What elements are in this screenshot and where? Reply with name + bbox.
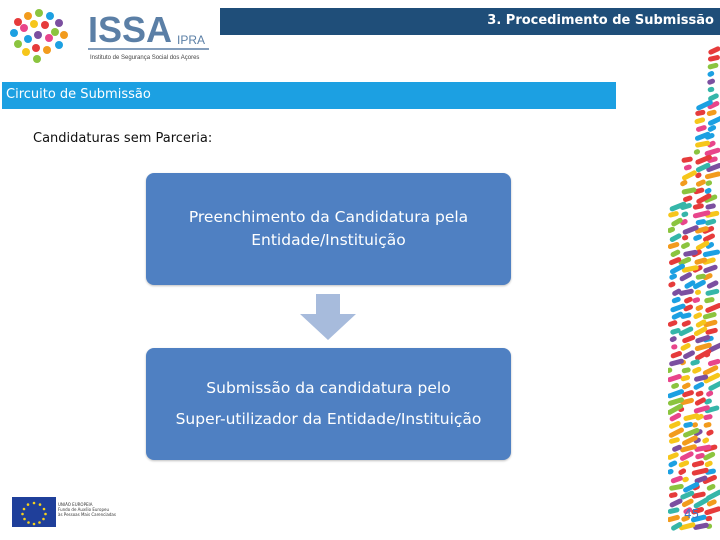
decorative-dash xyxy=(706,483,716,491)
flow-step-submit-application xyxy=(146,348,511,460)
decorative-dash xyxy=(681,334,695,344)
decorative-dash xyxy=(668,437,680,445)
subtitle: Candidaturas sem Parceria: xyxy=(33,131,213,146)
decorative-dash xyxy=(668,367,673,374)
decorative-dash xyxy=(669,498,684,509)
decorative-dash xyxy=(707,358,720,366)
decorative-dash xyxy=(695,154,713,165)
decorative-dash xyxy=(668,507,680,514)
decorative-dash xyxy=(693,234,703,242)
decorative-dash xyxy=(681,169,698,181)
decorative-dash xyxy=(706,280,719,290)
decorative-pattern xyxy=(668,40,720,540)
decorative-dash xyxy=(669,233,682,243)
decorative-dash xyxy=(704,460,714,468)
decorative-dash xyxy=(683,421,694,428)
decorative-dash xyxy=(707,78,716,85)
decorative-dash xyxy=(705,302,720,313)
decorative-dash xyxy=(707,70,715,77)
decorative-dash xyxy=(705,218,717,226)
decorative-dash xyxy=(668,388,685,399)
section-title: Circuito de Submissão xyxy=(6,87,151,102)
decorative-dash xyxy=(683,296,693,304)
decorative-dash xyxy=(695,219,706,226)
flow-step-label: Preenchimento da Candidatura pela Entidade/Instituição xyxy=(188,208,469,249)
decorative-dash xyxy=(703,414,713,421)
decorative-dash xyxy=(683,164,692,171)
decorative-dash xyxy=(693,312,703,320)
decorative-dash xyxy=(680,241,691,250)
decorative-dash xyxy=(695,179,706,188)
decorative-dash xyxy=(668,468,674,475)
decorative-dash xyxy=(692,203,704,210)
decorative-dash xyxy=(681,211,689,218)
decorative-dash xyxy=(682,195,693,203)
decorative-dash xyxy=(669,273,678,281)
eu-fund-text xyxy=(58,502,116,517)
decorative-dash xyxy=(681,319,692,327)
decorative-dash xyxy=(670,350,683,359)
decorative-dash xyxy=(669,484,684,492)
logo-dots-icon xyxy=(10,9,68,63)
decorative-dash xyxy=(668,452,679,461)
arrow-down-icon xyxy=(300,294,356,340)
decorative-dash xyxy=(681,234,688,240)
decorative-dash xyxy=(691,366,702,374)
decorative-dash xyxy=(695,109,706,116)
decorative-dash xyxy=(668,514,680,522)
flow-step-label: Submissão da candidatura pelo Super-utilizador da Entidade/Instituição xyxy=(175,379,482,428)
issa-ipra-logo xyxy=(4,4,224,66)
decorative-dash xyxy=(670,475,683,484)
decorative-dash xyxy=(708,55,720,62)
decorative-dash xyxy=(681,367,691,374)
decorative-dash xyxy=(704,506,720,516)
decorative-dash xyxy=(702,311,717,320)
decorative-dash xyxy=(670,382,679,389)
decorative-dash xyxy=(669,201,687,212)
decorative-dash xyxy=(707,62,719,70)
decorative-dash xyxy=(707,86,714,92)
decorative-dash xyxy=(705,390,714,398)
decorative-dash xyxy=(682,224,700,235)
decorative-dash xyxy=(677,467,687,475)
decorative-dash xyxy=(670,217,683,227)
decorative-dash xyxy=(668,319,678,327)
decorative-dash xyxy=(682,350,696,360)
decorative-dash xyxy=(680,444,698,453)
decorative-dash xyxy=(680,374,690,381)
eu-line: Fundo de Auxílio Europeu xyxy=(58,507,109,512)
decorative-dash xyxy=(704,297,715,304)
decorative-dash xyxy=(701,437,710,445)
decorative-dash xyxy=(707,124,717,133)
eu-line: UNIÃO EUROPEIA xyxy=(58,502,93,507)
decorative-dash xyxy=(695,390,704,397)
decorative-dash xyxy=(694,131,711,141)
decorative-dash xyxy=(708,46,720,56)
decorative-dash xyxy=(671,344,678,350)
decorative-dash xyxy=(694,397,707,407)
decorative-dash xyxy=(705,288,720,296)
decorative-dash xyxy=(669,335,678,343)
decorative-dash xyxy=(682,427,700,438)
decorative-dash xyxy=(670,249,681,258)
decorative-dash xyxy=(668,241,680,249)
logo-issa-text: ISSA xyxy=(88,9,173,50)
decorative-dash xyxy=(690,359,701,367)
decorative-dash xyxy=(668,492,678,499)
decorative-dash xyxy=(704,171,720,180)
decorative-dash xyxy=(691,460,704,468)
decorative-dash xyxy=(668,373,682,382)
decorative-dash xyxy=(704,147,720,157)
decorative-dash xyxy=(671,296,681,304)
eu-line: às Pessoas Mais Carenciadas xyxy=(58,512,116,517)
logo-ipra-text: IPRA xyxy=(177,33,206,47)
decorative-dash xyxy=(679,271,693,282)
decorative-dash xyxy=(694,117,706,125)
decorative-dash xyxy=(671,311,684,321)
decorative-dash xyxy=(693,326,708,337)
decorative-dash xyxy=(705,180,713,187)
decorative-dash xyxy=(668,226,676,234)
decorative-dash xyxy=(702,249,720,257)
decorative-dash xyxy=(705,429,714,437)
decorative-dash xyxy=(695,124,707,132)
flow-step-fill-application xyxy=(146,173,511,285)
decorative-dash xyxy=(691,467,709,476)
decorative-dash xyxy=(692,297,701,304)
decorative-dash xyxy=(705,203,716,210)
decorative-dash xyxy=(670,303,687,313)
logo-tagline: Instituto de Segurança Social dos Açores xyxy=(90,55,200,61)
decorative-dash xyxy=(668,211,679,219)
decorative-dash xyxy=(693,148,701,155)
decorative-dash xyxy=(695,289,702,295)
decorative-dash xyxy=(695,304,704,312)
decorative-dash xyxy=(669,358,685,367)
page-number: 45 xyxy=(684,507,700,521)
decorative-dash xyxy=(703,264,719,274)
decorative-dash xyxy=(693,522,709,530)
decorative-dash xyxy=(693,381,705,391)
decorative-dash xyxy=(668,460,678,469)
decorative-dash xyxy=(668,420,681,429)
decorative-dash xyxy=(706,109,717,116)
decorative-dash xyxy=(707,115,720,127)
decorative-dash xyxy=(668,281,676,288)
decorative-dash xyxy=(680,342,692,351)
decorative-dash xyxy=(681,382,691,391)
decorative-dash xyxy=(679,179,688,187)
decorative-dash xyxy=(682,476,690,483)
header-title: 3. Procedimento de Submissão xyxy=(487,13,714,28)
decorative-dash xyxy=(678,460,690,469)
decorative-dash xyxy=(681,156,693,163)
decorative-dash xyxy=(703,422,712,429)
decorative-dash xyxy=(679,450,694,461)
decorative-dash xyxy=(702,233,716,243)
